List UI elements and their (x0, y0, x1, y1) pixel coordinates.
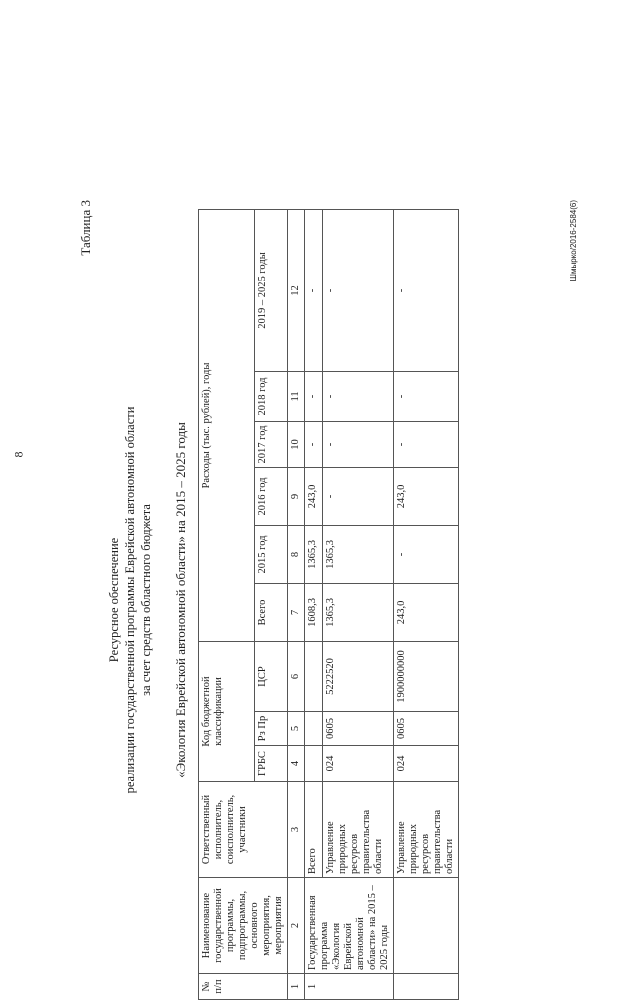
header-kbk: Код бюджетной классификации (199, 641, 255, 781)
row-rzpr (305, 712, 323, 746)
column-number: 3 (288, 782, 305, 878)
program-name: Государственная программа «Экология Еврейской автономной области» на 2015 – 2025 годы (305, 878, 394, 974)
page-number: 8 (11, 451, 26, 458)
document-title (106, 200, 154, 1000)
header-total: Всего (255, 583, 288, 641)
program-subtitle: «Экология Еврейской автономной области» на 2015 – 2025 годы (173, 422, 188, 778)
row-csr (305, 641, 323, 711)
program-num-empty (394, 974, 459, 1000)
header-name: Наименование государственной программы, подпрограммы, основного мероприятия, мероприятия (199, 878, 288, 974)
row-2017: - (305, 421, 323, 467)
column-number: 5 (288, 712, 305, 746)
header-2016: 2016 год (255, 467, 288, 525)
row-2016: - (323, 467, 394, 525)
row-2019-2025: - (323, 209, 394, 371)
row-2017: - (323, 421, 394, 467)
header-rzpr: Рз Пр (255, 712, 288, 746)
row-2016: 243,0 (305, 467, 323, 525)
program-num: 1 (305, 974, 394, 1000)
row-responsible: Управление природных ресурсов правительства области (323, 782, 394, 878)
table-label: Таблица 3 (78, 200, 93, 256)
row-2016: 243,0 (394, 467, 459, 525)
header-2015: 2015 год (255, 525, 288, 583)
column-number: 2 (288, 878, 305, 974)
program-name-empty (394, 878, 459, 974)
row-2018: - (394, 371, 459, 421)
column-number: 6 (288, 641, 305, 711)
column-number: 7 (288, 583, 305, 641)
header-responsible: Ответственный исполнитель, соисполнитель, участники (199, 782, 288, 878)
row-grbs: 024 (394, 746, 459, 782)
column-number-row (288, 209, 305, 999)
header-num: № п/п (199, 974, 288, 1000)
row-responsible: Управление природных ресурсов правительства области (394, 782, 459, 878)
row-rzpr: 0605 (394, 712, 459, 746)
row-2019-2025: - (305, 209, 323, 371)
row-total: 1365,3 (323, 583, 394, 641)
header-2019-2025: 2019 – 2025 годы (255, 209, 288, 371)
title-line: за счет средств областного бюджета (139, 504, 153, 696)
row-2015: 1365,3 (305, 525, 323, 583)
row-csr: 1900000000 (394, 641, 459, 711)
rotated-page (78, 200, 578, 1000)
column-number: 1 (288, 974, 305, 1000)
row-2018: - (323, 371, 394, 421)
header-grbs: ГРБС (255, 746, 288, 782)
row-2018: - (305, 371, 323, 421)
row-responsible: Всего (305, 782, 323, 878)
header-csr: ЦСР (255, 641, 288, 711)
column-number: 9 (288, 467, 305, 525)
column-number: 8 (288, 525, 305, 583)
row-total: 243,0 (394, 583, 459, 641)
table-row (305, 209, 323, 999)
column-number: 4 (288, 746, 305, 782)
column-number: 10 (288, 421, 305, 467)
column-number: 11 (288, 371, 305, 421)
row-2015: - (394, 525, 459, 583)
row-grbs (305, 746, 323, 782)
header-expenses: Расходы (тыс. рублей), годы (199, 209, 255, 641)
row-grbs: 024 (323, 746, 394, 782)
header-2017: 2017 год (255, 421, 288, 467)
row-rzpr: 0605 (323, 712, 394, 746)
title-line: Ресурсное обеспечение (107, 537, 121, 663)
document-stamp: Шмырко/2016-2584(6) (569, 200, 578, 282)
row-2015: 1365,3 (323, 525, 394, 583)
row-2017: - (394, 421, 459, 467)
table-row (394, 209, 459, 999)
column-number: 12 (288, 209, 305, 371)
header-2018: 2018 год (255, 371, 288, 421)
resource-table (198, 209, 459, 1000)
row-csr: 5222520 (323, 641, 394, 711)
row-2019-2025: - (394, 209, 459, 371)
title-line: реализации государственной программы Еврейской автономной области (123, 406, 137, 794)
row-total: 1608,3 (305, 583, 323, 641)
